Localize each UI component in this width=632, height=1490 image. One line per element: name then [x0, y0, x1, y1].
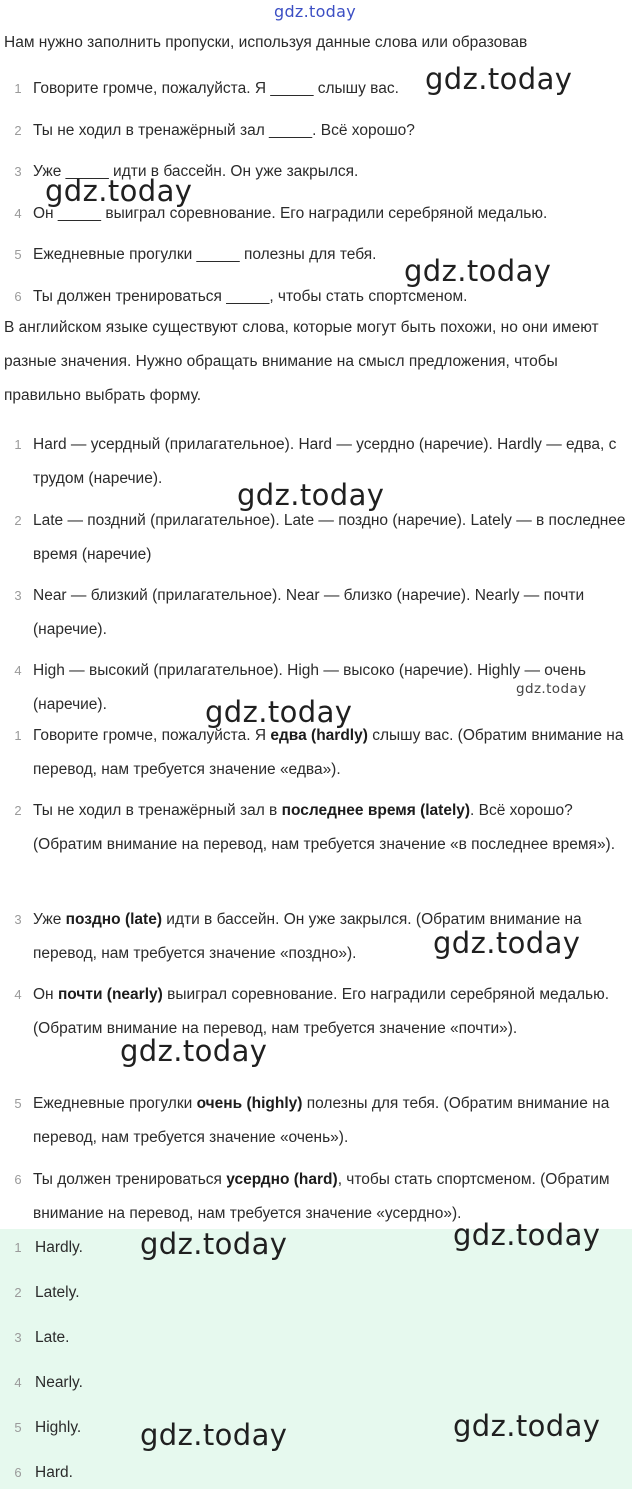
item-number: 5 [14, 247, 22, 262]
meaning-text: High — высокий (прилагательное). High — высоко (наречие). Highly — очень (наречие). [33, 662, 586, 713]
item-number: 3 [14, 1330, 22, 1345]
meaning-text: Hard — усердный (прилагательное). Hard — усердно (наречие). Hardly — едва, с трудом (наречие). [33, 436, 617, 487]
sentence-text: Ты не ходил в тренажёрный зал _____. Всё хорошо? [33, 122, 415, 139]
item-number: 3 [14, 164, 22, 179]
watermark: gdz.today [425, 62, 573, 96]
site-logo[interactable]: gdz.today [274, 2, 356, 21]
item-number: 4 [14, 206, 22, 221]
answer-highlight: поздно (late) [65, 911, 162, 928]
answer-text: Highly. [35, 1419, 82, 1436]
watermark: gdz.today [453, 1218, 601, 1252]
item-number: 4 [14, 663, 22, 678]
solution-text: Говорите громче, пожалуйста. Я едва (hardly) слышу вас. (Обратим внимание на перевод, нам требуется значение «едва»). [33, 727, 624, 778]
watermark: gdz.today [45, 174, 193, 208]
item-number: 3 [14, 588, 22, 603]
meaning-text: Late — поздний (прилагательное). Late — поздно (наречие). Lately — в последнее время (наречие) [33, 512, 626, 563]
answer-text: Lately. [35, 1284, 80, 1301]
sentence-text: Уже _____ идти в бассейн. Он уже закрылся. [33, 163, 359, 180]
answer-highlight: последнее время (lately) [281, 802, 471, 819]
watermark: gdz.today [433, 926, 581, 960]
item-number: 4 [14, 987, 22, 1002]
meaning-text: Near — близкий (прилагательное). Near — близко (наречие). Nearly — почти (наречие). [33, 587, 585, 638]
watermark: gdz.today [516, 681, 587, 697]
solution-text: Ты должен тренироваться усердно (hard), чтобы стать спортсменом. (Обратим внимание на перевод, нам требуется значение «усердно»). [33, 1171, 610, 1222]
watermark: gdz.today [404, 254, 552, 288]
item-number: 5 [14, 1420, 22, 1435]
item-number: 4 [14, 1375, 22, 1390]
item-number: 1 [14, 81, 22, 96]
solution-text: Ты не ходил в тренажёрный зал в последнее время (lately). Всё хорошо? (Обратим внимание на перевод, нам требуется значение «в последнее время»). [33, 802, 616, 853]
solution-text: Ежедневные прогулки очень (highly) полезны для тебя. (Обратим внимание на перевод, нам требуется значение «очень»). [33, 1095, 610, 1146]
watermark: gdz.today [453, 1409, 601, 1443]
sentence-text: Ежедневные прогулки _____ полезны для тебя. [33, 246, 377, 263]
answer-text: Nearly. [35, 1374, 83, 1391]
watermark: gdz.today [140, 1227, 288, 1261]
answers-box [0, 1229, 632, 1489]
item-number: 5 [14, 1096, 22, 1111]
watermark: gdz.today [205, 695, 353, 729]
explanation-paragraph: В английском языке существуют слова, которые могут быть похожи, но они имеют разные значения. Нужно обращать внимание на смысл предложения, чтобы правильно выбрать форму. [4, 319, 599, 404]
item-number: 1 [14, 437, 22, 452]
solution-text: Он почти (nearly) выиграл соревнование. Его наградили серебряной медалью. (Обратим внимание на перевод, нам требуется значение «почти»). [33, 986, 610, 1037]
sentence-text: Говорите громче, пожалуйста. Я _____ слышу вас. [33, 80, 399, 97]
item-number: 6 [14, 289, 22, 304]
item-number: 1 [14, 1240, 22, 1255]
answer-text: Hardly. [35, 1239, 83, 1256]
answer-text: Late. [35, 1329, 70, 1346]
item-number: 6 [14, 1465, 22, 1480]
item-number: 6 [14, 1172, 22, 1187]
answer-highlight: едва (hardly) [270, 727, 368, 744]
answer-highlight: очень (highly) [196, 1095, 303, 1112]
item-number: 2 [14, 1285, 22, 1300]
watermark: gdz.today [237, 478, 385, 512]
task-intro: Нам нужно заполнить пропуски, используя данные слова или образовав [4, 34, 528, 51]
item-number: 2 [14, 123, 22, 138]
item-number: 2 [14, 803, 22, 818]
sentence-text: Он _____ выиграл соревнование. Его наградили серебряной медалью. [33, 205, 548, 222]
item-number: 1 [14, 728, 22, 743]
solution-text: Уже поздно (late) идти в бассейн. Он уже закрылся. (Обратим внимание на перевод, нам требуется значение «поздно»). [33, 911, 582, 962]
item-number: 3 [14, 912, 22, 927]
watermark: gdz.today [120, 1034, 268, 1068]
answer-highlight: почти (nearly) [57, 986, 163, 1003]
answer-text: Hard. [35, 1464, 73, 1481]
answer-highlight: усердно (hard) [226, 1171, 338, 1188]
watermark: gdz.today [140, 1418, 288, 1452]
sentence-text: Ты должен тренироваться _____, чтобы стать спортсменом. [33, 288, 468, 305]
item-number: 2 [14, 513, 22, 528]
